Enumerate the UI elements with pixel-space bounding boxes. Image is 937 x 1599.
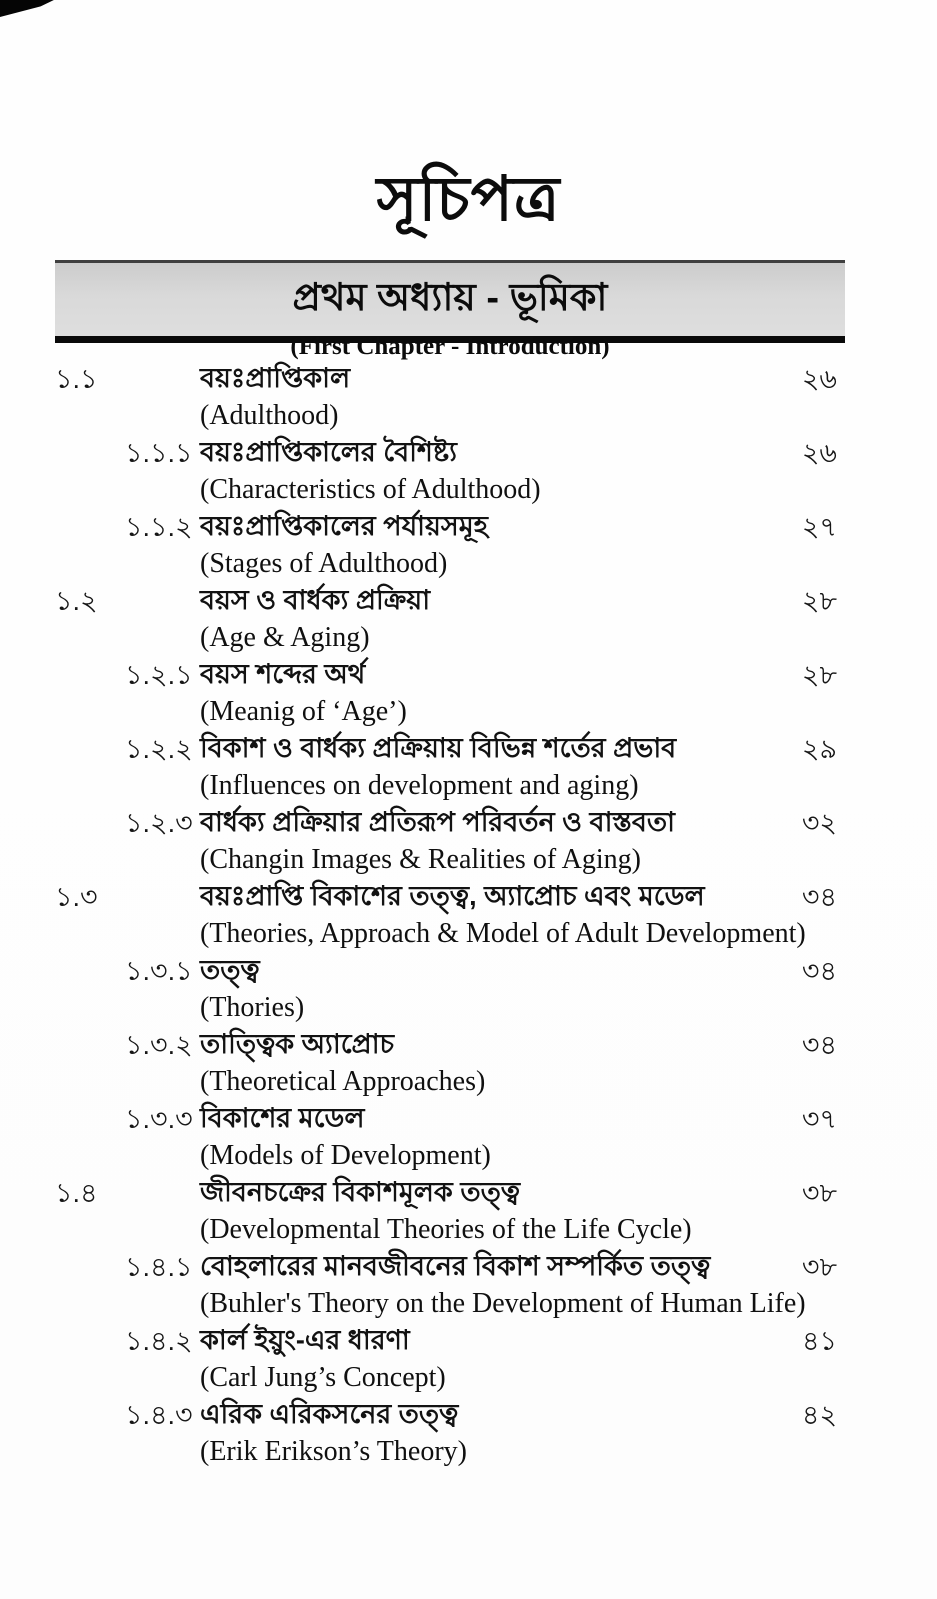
entry-page-number: ২৬ [801,364,837,394]
entry-titles [200,1248,806,1322]
entry-titles [200,1174,785,1248]
entry-title-english: (Developmental Theories of the Life Cycle) [200,1214,692,1245]
entry-title-bengali: বয়ঃপ্রাপ্তিকাল [200,363,351,393]
entry-titles [200,952,785,1026]
entry-titles [200,1322,785,1396]
entry-page-number: ২৮ [801,586,837,616]
section-number: ১.৪.২ [125,1326,193,1356]
toc-entry-row [55,1100,845,1174]
section-number: ১.২ [55,586,98,616]
entry-page-number: ৩৪ [801,882,837,912]
toc-entry-row [55,582,845,656]
section-number: ১.২.২ [125,734,193,764]
toc-entry-row [55,730,845,804]
toc-entry-row [55,1322,845,1396]
entry-titles [200,1396,785,1470]
entry-title-bengali: বয়স শব্দের অর্থ [200,659,366,689]
toc-entry-row [55,1174,845,1248]
toc-entry-row [55,878,845,952]
section-number: ১.১.১ [125,438,193,468]
entry-page-number: ২৭ [801,512,837,542]
toc-entry-row [55,1396,845,1470]
chapter-title-english: (First Chapter - Introduction) [290,333,610,360]
entry-title-english: (Changin Images & Realities of Aging) [200,844,641,875]
section-number: ১.১ [55,364,98,394]
toc-entry-row [55,952,845,1026]
toc-entry-row [55,1026,845,1100]
entry-titles [200,1100,785,1174]
entry-title-bengali: বিকাশের মডেল [200,1103,365,1133]
entry-titles [200,360,785,434]
entry-page-number: ২৯ [801,734,837,764]
entry-page-number: ৩৮ [801,1252,837,1282]
entry-title-bengali: বোহলারের মানবজীবনের বিকাশ সম্পর্কিত তত্ত্ব [200,1251,711,1281]
entry-title-english: (Models of Development) [200,1140,491,1171]
entry-page-number: ৪২ [801,1400,837,1430]
entry-title-english: (Meanig of ‘Age’) [200,696,407,727]
toc-entry-row [55,434,845,508]
section-number: ১.২.৩ [125,808,193,838]
entry-title-bengali: তত্ত্ব [200,955,260,985]
entry-page-number: ৩৪ [801,1030,837,1060]
entry-title-bengali: বয়ঃপ্রাপ্তি বিকাশের তত্ত্ব, অ্যাপ্রোচ এবং মডেল [200,881,705,911]
entry-titles [200,656,785,730]
toc-entry-row [55,1248,845,1322]
entry-title-english: (Characteristics of Adulthood) [200,474,541,505]
entry-title-bengali: বয়ঃপ্রাপ্তিকালের পর্যায়সমূহ [200,511,488,541]
entry-title-bengali: বার্ধক্য প্রক্রিয়ার প্রতিরূপ পরিবর্তন ও বাস্তবতা [200,807,675,837]
entry-page-number: ৩৮ [801,1178,837,1208]
entry-title-english: (Age & Aging) [200,622,370,653]
entry-title-english: (Buhler's Theory on the Development of Human Life) [200,1288,806,1319]
entry-titles [200,730,785,804]
entry-title-bengali: বয়স ও বার্ধক্য প্রক্রিয়া [200,585,431,615]
entry-page-number: ২৮ [801,660,837,690]
section-number: ১.৩.২ [125,1030,193,1060]
section-number: ১.২.১ [125,660,193,690]
section-number: ১.৪.১ [125,1252,193,1282]
entry-titles [200,582,785,656]
entry-title-bengali: বিকাশ ও বার্ধক্য প্রক্রিয়ায় বিভিন্ন শর্তের প্রভাব [200,733,677,763]
entry-title-english: (Carl Jung’s Concept) [200,1362,446,1393]
section-number: ১.৪ [55,1178,98,1208]
section-number: ১.৩ [55,882,98,912]
entry-title-bengali: এরিক এরিকসনের তত্ত্ব [200,1399,459,1429]
entry-titles [200,804,785,878]
entry-page-number: ৩৭ [801,1104,837,1134]
toc-entry-row [55,508,845,582]
entry-page-number: ৩৪ [801,956,837,986]
entry-title-english: (Influences on development and aging) [200,770,639,801]
scan-corner-artifact [0,0,58,18]
entry-title-bengali: কার্ল ইয়ুং-এর ধারণা [200,1325,410,1355]
entry-titles [200,434,785,508]
section-number: ১.৩.১ [125,956,193,986]
entry-title-english: (Adulthood) [200,400,339,431]
entry-titles [200,878,806,952]
entry-title-bengali: বয়ঃপ্রাপ্তিকালের বৈশিষ্ট্য [200,437,457,467]
section-number: ১.৩.৩ [125,1104,193,1134]
toc-entry-row [55,656,845,730]
entry-title-english: (Theoretical Approaches) [200,1066,486,1097]
entry-title-english: (Theories, Approach & Model of Adult Development) [200,918,806,949]
toc-entry-list [55,360,845,1470]
section-number: ১.৪.৩ [125,1400,193,1430]
entry-page-number: ২৬ [801,438,837,468]
chapter-title-bengali: প্রথম অধ্যায় - ভূমিকা [292,277,608,319]
toc-entry-row [55,360,845,434]
entry-page-number: ৩২ [801,808,837,838]
entry-titles [200,1026,785,1100]
chapter-header-band [55,260,845,360]
page-title: সূচিপত্র [376,165,561,234]
toc-entry-row [55,804,845,878]
entry-title-bengali: জীবনচক্রের বিকাশমূলক তত্ত্ব [200,1177,521,1207]
entry-title-bengali: তাত্ত্বিক অ্যাপ্রোচ [200,1029,395,1059]
entry-title-english: (Stages of Adulthood) [200,548,448,579]
entry-title-english: (Erik Erikson’s Theory) [200,1436,467,1467]
entry-titles [200,508,785,582]
entry-title-english: (Thories) [200,992,305,1023]
entry-page-number: ৪১ [801,1326,837,1356]
section-number: ১.১.২ [125,512,193,542]
